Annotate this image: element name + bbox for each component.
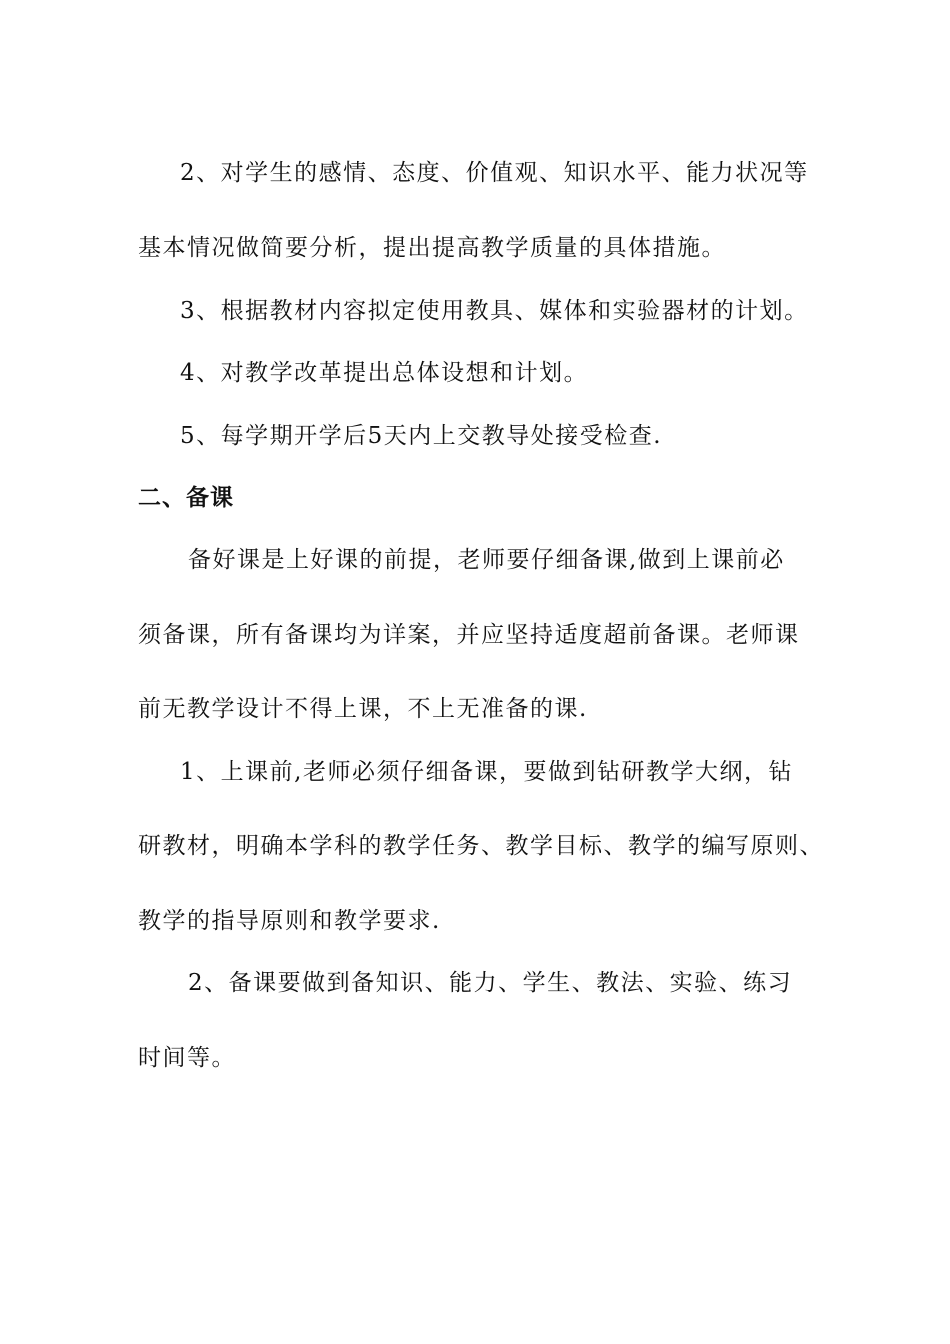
paragraph-line: 前无教学设计不得上课，不上无准备的课. xyxy=(138,696,588,722)
paragraph-line: 研教材，明确本学科的教学任务、教学目标、教学的编写原则、 xyxy=(138,833,824,859)
section-heading: 二、备课 xyxy=(138,485,234,511)
paragraph-line: 2、备课要做到备知识、能力、学生、教法、实验、练习 xyxy=(188,970,793,996)
paragraph-line: 基本情况做简要分析，提出提高教学质量的具体措施。 xyxy=(138,235,726,261)
paragraph-line: 2、对学生的感情、态度、价值观、知识水平、能力状况等 xyxy=(180,160,809,186)
paragraph-line: 须备课，所有备课均为详案，并应坚持适度超前备课。老师课 xyxy=(138,622,800,648)
paragraph-line: 5、每学期开学后5天内上交教导处接受检查. xyxy=(180,423,663,449)
paragraph-line: 教学的指导原则和教学要求. xyxy=(138,908,441,934)
paragraph-line: 时间等。 xyxy=(138,1045,236,1071)
paragraph-line: 3、根据教材内容拟定使用教具、媒体和实验器材的计划。 xyxy=(180,298,809,324)
paragraph-line: 备好课是上好课的前提，老师要仔细备课,做到上课前必 xyxy=(188,547,785,573)
paragraph-line: 1、上课前,老师必须仔细备课，要做到钻研教学大纲，钻 xyxy=(180,759,793,785)
paragraph-line: 4、对教学改革提出总体设想和计划。 xyxy=(180,360,589,386)
